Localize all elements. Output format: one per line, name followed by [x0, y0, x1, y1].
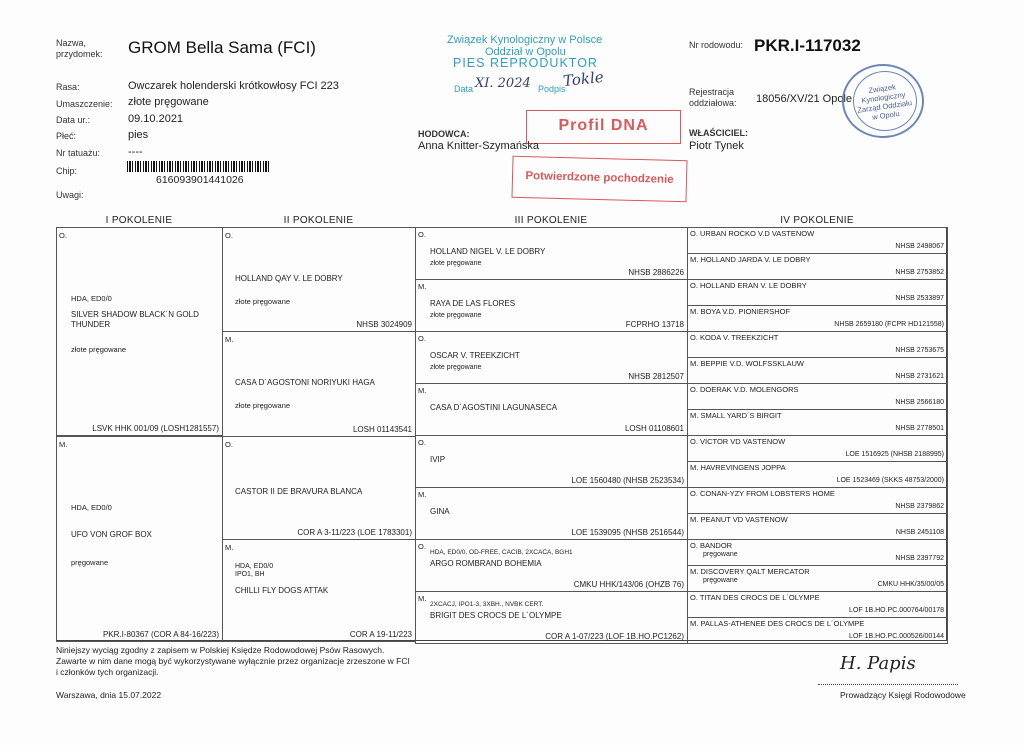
round-stamp — [842, 64, 924, 138]
footer-disclaimer: Niniejszy wyciąg zgodny z zapisem w Polskiej Księdze Rodowodowej Psów Rasowych. Zawarte w nim dane mogą być wykorzystywane wyłącznie przez organizacje zrzeszone w FCI i członków tych organizacji. — [56, 645, 410, 677]
owner-value: Piotr Tynek — [689, 140, 744, 152]
color-label: Umaszczenie: — [56, 99, 113, 109]
dog-name: GROM Bella Sama (FCI) — [128, 38, 316, 57]
gen4-cell: M. DISCOVERY QALT MERCATOR pręgowane CMKU HHK/35/00/05 — [687, 565, 948, 592]
gen4-cell: O. CONAN-YZY FROM LOBSTERS HOME NHSB 2379862 — [687, 487, 948, 514]
gen4-cell: M. BEPPIE V.D. WOLFSSKLAUW NHSB 2731621 — [687, 357, 948, 384]
gen4-cell: M. PEANUT VD VASTENOW NHSB 2451108 — [687, 513, 948, 540]
gen4-cell: O. BANDOR pręgowane NHSB 2397792 — [687, 539, 948, 566]
reg-label: Rejestracja oddziałowa: — [689, 87, 737, 108]
color-value: złote pręgowane — [128, 96, 209, 108]
gen1-sire-color: złote pręgowane — [71, 345, 127, 354]
gen-3-header: III POKOLENIE — [514, 215, 588, 226]
stamp-signature: Tokle — [562, 67, 605, 91]
gen1-sire: O. HDA, ED0/0 SILVER SHADOW BLACK´N GOLD THUNDER złote pręgowane LSVK HHK 001/09 (LOSH1281557) — [56, 227, 223, 436]
name-label: Nazwa, przydomek: — [56, 38, 103, 59]
registrar-label: Prowadzący Księgi Rodowodowe — [840, 690, 966, 700]
confirmed-pedigree-stamp: Potwierdzone pochodzenie — [511, 156, 687, 203]
gen3-cell: O. OSCAR V. TREEKZICHT złote pręgowane NHSB 2812507 — [415, 331, 688, 384]
gen3-cell: O. HDA, ED0/0, OD-FREE, CACIB, 2XCACA, BGH1 ARGO ROMBRAND BOHEMIA CMKU HHK/143/06 (OHZB 76) — [415, 539, 688, 592]
round-stamp-text: Związek Kynologiczny Zarząd Oddziału w Opolu — [856, 82, 913, 122]
tattoo-label: Nr tatuażu: — [56, 148, 101, 158]
sex-label: Płeć: — [56, 131, 77, 141]
gen4-cell: O. HOLLAND ERAN V. LE DOBRY NHSB 2533897 — [687, 279, 948, 306]
gen3-cell: M. CASA D´AGOSTINI LAGUNASECA LOSH 01108601 — [415, 383, 688, 436]
breeder-label: HODOWCA: — [418, 129, 470, 139]
gen1-dam-color: pręgowane — [71, 558, 109, 567]
registrar-signature: H. Papis — [840, 653, 916, 674]
gen1-sire-titles: HDA, ED0/0 — [71, 294, 112, 303]
gen4-cell: O. URBAN ROCKO V.D VASTENOW NHSB 2498067 — [687, 227, 948, 254]
gen4-cell: O. TITAN DES CROCS DE L´OLYMPE LOF 1B.HO.PC.000764/00178 — [687, 591, 948, 618]
gen4-cell: M. HAVREVINGENS JOPPA LOE 1523469 (SKKS 48753/2000) — [687, 461, 948, 488]
pedigree-number: PKR.I-117032 — [754, 36, 861, 55]
tattoo-value: ---- — [128, 146, 143, 158]
dob-value: 09.10.2021 — [128, 113, 184, 125]
gen1-dam-name: UFO VON GROF BOX — [71, 530, 152, 539]
dob-label: Data ur.: — [56, 115, 91, 125]
breed-value: Owczarek holenderski krótkowłosy FCI 223 — [128, 80, 339, 92]
breeder-value: Anna Knitter-Szymańska — [418, 140, 540, 152]
breed-label: Rasa: — [56, 82, 80, 92]
chip-barcode — [127, 161, 270, 172]
stamp-reproductor: PIES REPRODUKTOR — [453, 56, 598, 70]
gen1-dam-titles: HDA, ED0/0 — [71, 503, 112, 512]
gen1-sire-reg: LSVK HHK 001/09 (LOSH1281557) — [92, 424, 219, 433]
footer-place-date: Warszawa, dnia 15.07.2022 — [56, 690, 162, 700]
dna-profile-stamp: Profil DNA — [526, 110, 681, 144]
gen1-dam: M. HDA, ED0/0 UFO VON GROF BOX pręgowane PKR.I-80367 (COR A 84-16/223) — [56, 436, 223, 642]
gen2-cell: M. CASA D´AGOSTONI NORIYUKI HAGA złote pręgowane LOSH 01143541 — [222, 331, 416, 437]
gen4-cell: O. VICTOR VD VASTENOW LOE 1516925 (NHSB 2188995) — [687, 435, 948, 462]
stamp-branch: Oddział w Opolu — [485, 46, 566, 58]
pedigree-table — [56, 227, 947, 641]
gen4-cell: O. KODA V. TREEKZICHT NHSB 2753675 — [687, 331, 948, 358]
gen4-cell: M. PALLAS-ATHENEE DES CROCS DE L´OLYMPE LOF 1B.HO.PC.000526/00144 — [687, 617, 948, 644]
chip-number: 616093901441026 — [156, 174, 244, 186]
gen4-cell: M. BOYA V.D. PIONIERSHOF NHSB 2659180 (FCPR HD121558) — [687, 305, 948, 332]
stamp-date-label: Data — [454, 84, 474, 94]
gen3-cell: M. 2XCACJ, IPO1-3, 3XBH., NVBK CERT. BRIGIT DES CROCS DE L´OLYMPE COR A 1-07/223 (LOF 1B.HO.PC1262) — [415, 591, 688, 644]
gen2-cell: O. CASTOR II DE BRAVURA BLANCA COR A 3-11/223 (LOE 1783301) — [222, 436, 416, 540]
gen3-cell: M. RAYA DE LAS FLORES złote pręgowane FCPRHO 13718 — [415, 279, 688, 332]
gen-2-header: II POKOLENIE — [283, 215, 354, 226]
notes-label: Uwagi: — [56, 190, 84, 200]
stamp-association: Związek Kynologiczny w Polsce — [447, 34, 603, 46]
owner-label: WŁAŚCICIEL: — [689, 128, 748, 138]
reg-value: 18056/XV/21 Opole — [756, 93, 853, 105]
stamp-sign-label: Podpis — [538, 84, 566, 94]
gen1-sire-name: SILVER SHADOW BLACK´N GOLD THUNDER — [71, 310, 199, 329]
gen2-cell: M. HDA, ED0/0 IPO1, BH CHILLI FLY DOGS ATTAK COR A 19-11/223 — [222, 539, 416, 642]
gen3-cell: M. GINA LOE 1539095 (NHSB 2516544) — [415, 487, 688, 540]
gen-4-header: IV POKOLENIE — [780, 215, 854, 226]
pedigree-no-label: Nr rodowodu: — [689, 40, 744, 50]
gen3-cell: O. IVIP LOE 1560480 (NHSB 2523534) — [415, 435, 688, 488]
gen4-cell: M. SMALL YARD´S BIRGIT NHSB 2778501 — [687, 409, 948, 436]
gen2-cell: O. HOLLAND QAY V. LE DOBRY złote pręgowane NHSB 3024909 — [222, 227, 416, 332]
sex-value: pies — [128, 129, 149, 141]
gen-1-header: I POKOLENIE — [105, 215, 173, 226]
gen1-dam-reg: PKR.I-80367 (COR A 84-16/223) — [102, 630, 219, 639]
gen4-cell: O. DOERAK V.D. MOLENGORS NHSB 2566180 — [687, 383, 948, 410]
signature-line — [818, 684, 958, 685]
gen3-cell: O. HOLLAND NIGEL V. LE DOBRY złote pręgowane NHSB 2886226 — [415, 227, 688, 280]
chip-label: Chip: — [56, 166, 78, 176]
stamp-date-handwritten: XI. 2024 — [475, 76, 531, 91]
gen4-cell: M. HOLLAND JARDA V. LE DOBRY NHSB 2753852 — [687, 253, 948, 280]
